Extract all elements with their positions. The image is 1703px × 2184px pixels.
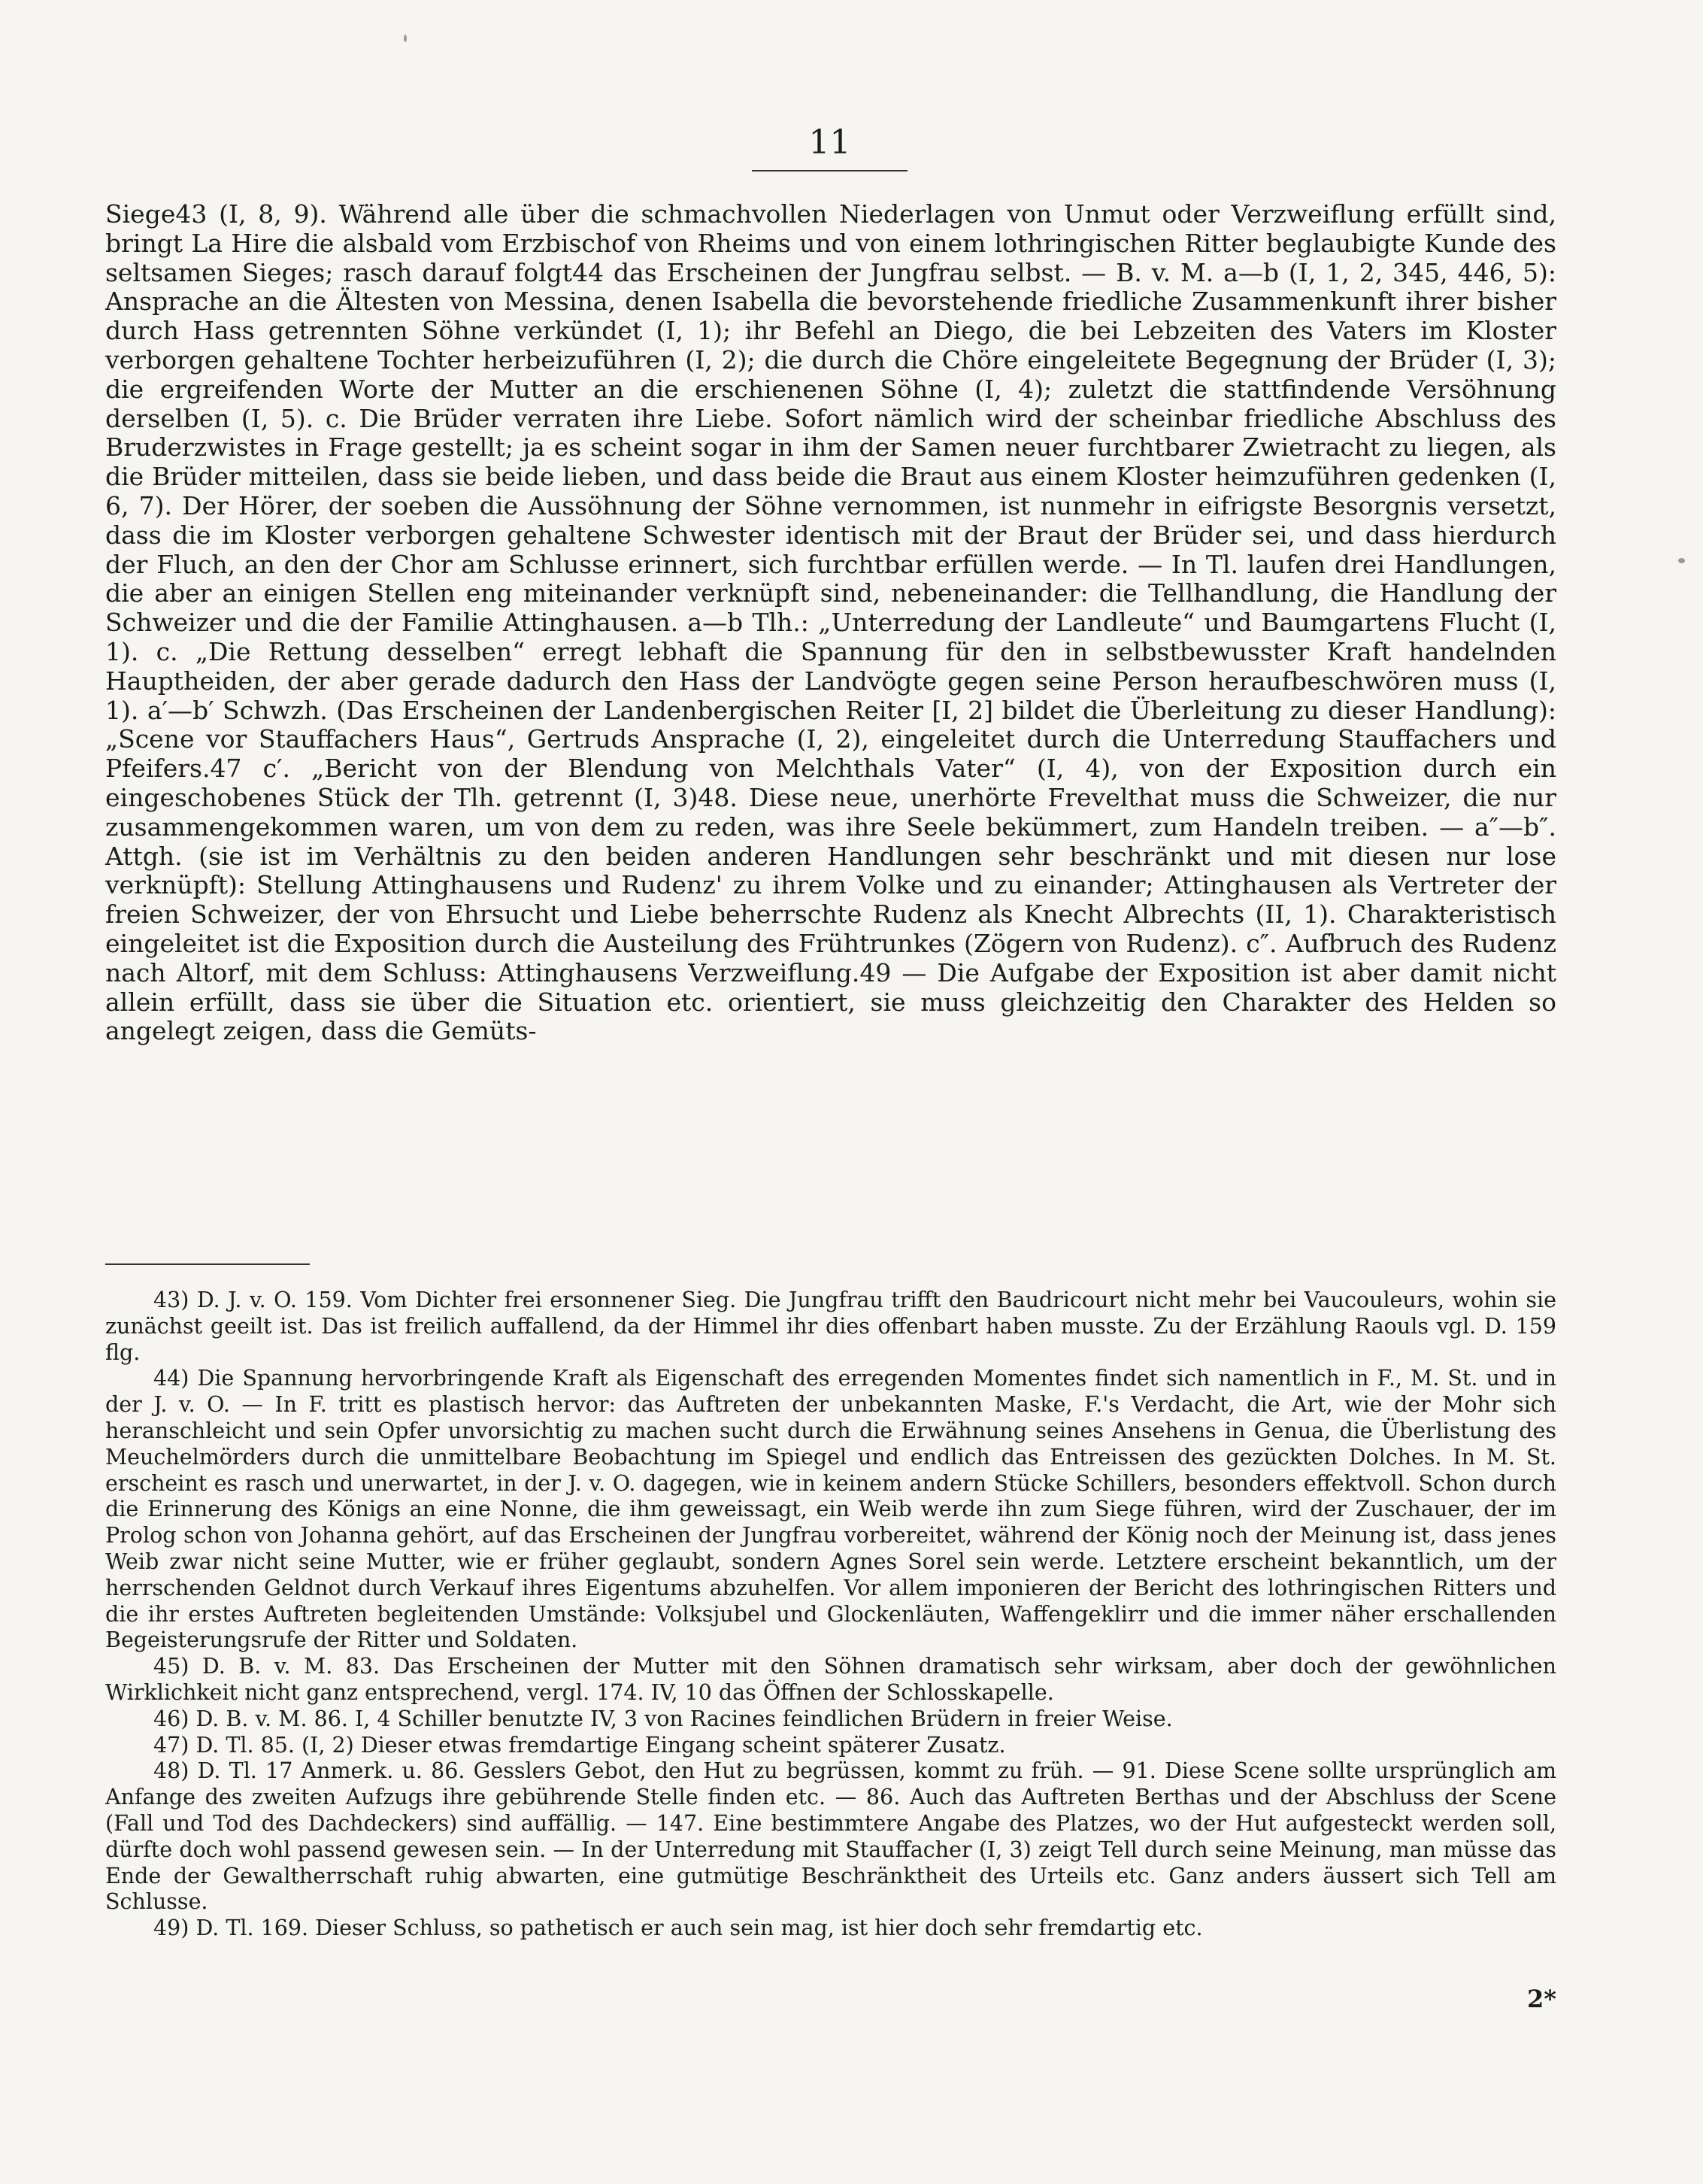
footnote-46: 46) D. B. v. M. 86. I, 4 Schiller benutzte IV, 3 von Racines feindlichen Brüdern in freier Weise. [153, 1706, 1173, 1731]
page-number-rule [752, 170, 908, 171]
footnote-44: 44) Die Spannung hervorbringende Kraft als Eigenschaft des erregenden Momentes findet sich namentlich in F., M. St. und in der J. v. O. — In F. tritt es plastisch hervor: das Auftreten der unbekannten Maske, F.'s Verdacht, die Art, wie der Mohr sich heranschleicht und sein Opfer unvorsichtig zu machen sucht durch die Erwähnung seines Ansehens in Genua, die Überlistung des Meuchelmörders durch die unmittelbare Beobachtung im Spiegel und endlich das Entreissen des gezückten Dolches. In M. St. erscheint es rasch und unerwartet, in der J. v. O. dagegen, wie in keinem andern Stücke Schillers, besonders effektvoll. Schon durch die Erinnerung des Königs an eine Nonne, die ihm geweissagt, ein Weib werde ihn zum Siege führen, wird der Zuschauer, der im Prolog schon von Johanna gehört, auf das Erscheinen der Jungfrau vorbereitet, während der König noch der Meinung ist, dass jenes Weib zwar nicht seine Mutter, wie er früher geglaubt, sondern Agnes Sorel sein werde. Letztere erscheint bekanntlich, um der herrschenden Geldnot durch Verkauf ihres Eigentums abzuhelfen. Vor allem imponieren der Bericht des lothringischen Ritters und die ihr erstes Auftreten begleitenden Umstände: Volksjubel und Glockenläuten, Waffengeklirr und die immer näher erschallenden Begeisterungsrufe der Ritter und Soldaten. [105, 1366, 1556, 1653]
footnote-45: 45) D. B. v. M. 83. Das Erscheinen der Mutter mit den Söhnen dramatisch sehr wirksam, aber doch der gewöhnlichen Wirklichkeit nicht ganz entsprechend, vergl. 174. IV, 10 das Öffnen der Schlosskapelle. [105, 1654, 1556, 1705]
paper-speck [404, 35, 407, 42]
main-paragraph: Siege43 (I, 8, 9). Während alle über die schmachvollen Niederlagen von Unmut oder Verzweiflung erfüllt sind, bringt La Hire die alsbald vom Erzbischof von Rheims und von einem lothringischen Ritter beglaubigte Kunde des seltsamen Sieges; rasch darauf folgt44 das Erscheinen der Jungfrau selbst. — B. v. M. a—b (I, 1, 2, 345, 446, 5): Ansprache an die Ältesten von Messina, denen Isabella die bevorstehende friedliche Zusammenkunft ihrer bisher durch Hass getrennten Söhne verkündet (I, 1); ihr Befehl an Diego, die bei Lebzeiten des Vaters im Kloster verborgen gehaltene Tochter herbeizuführen (I, 2); die durch die Chöre eingeleitete Begegnung der Brüder (I, 3); die ergreifenden Worte der Mutter an die erschienenen Söhne (I, 4); zuletzt die stattfindende Versöhnung derselben (I, 5). c. Die Brüder verraten ihre Liebe. Sofort nämlich wird der scheinbar friedliche Abschluss des Bruderzwistes in Frage gestellt; ja es scheint sogar in ihm der Samen neuer furchtbarer Zwietracht zu liegen, als die Brüder mitteilen, dass sie beide lieben, und dass beide die Braut aus einem Kloster heimzuführen gedenken (I, 6, 7). Der Hörer, der soeben die Aussöhnung der Söhne vernommen, ist nunmehr in eifrigste Besorgnis versetzt, dass die im Kloster verborgen gehaltene Schwester identisch mit der Braut der Brüder sei, und dass hierdurch der Fluch, an den der Chor am Schlusse erinnert, sich furchtbar erfüllen werde. — In Tl. laufen drei Handlungen, die aber an einigen Stellen eng miteinander verknüpft sind, nebeneinander: die Tellhandlung, die Handlung der Schweizer und die der Familie Attinghausen. a—b Tlh.: „Unterredung der Landleute“ und Baumgartens Flucht (I, 1). c. „Die Rettung desselben“ erregt lebhaft die Spannung für den in selbstbewusster Kraft handelnden Hauptheiden, der aber gerade dadurch den Hass der Landvögte gegen seine Person heraufbeschwören muss (I, 1). a′—b′ Schwzh. (Das Erscheinen der Landenbergischen Reiter [I, 2] bildet die Überleitung zu dieser Handlung): „Scene vor Stauffachers Haus“, Gertruds Ansprache (I, 2), eingeleitet durch die Unterredung Stauffachers und Pfeifers.47 c′. „Bericht von der Blendung von Melchthals Vater“ (I, 4), von der Exposition durch ein eingeschobenes Stück der Tlh. getrennt (I, 3)48. Diese neue, unerhörte Frevelthat muss die Schweizer, die nur zusammengekommen waren, um von dem zu reden, was ihre Seele bekümmert, zum Handeln treiben. — a″—b″. Attgh. (sie ist im Verhältnis zu den beiden anderen Handlungen sehr beschränkt und mit diesen nur lose verknüpft): Stellung Attinghausens und Rudenz' zu ihrem Volke und zu einander; Attinghausen als Vertreter der freien Schweizer, der von Ehrsucht und Liebe beherrschte Rudenz als Knecht Albrechts (II, 1). Charakteristisch eingeleitet ist die Exposition durch die Austeilung des Frühtrunkes (Zögern von Rudenz). c″. Aufbruch des Rudenz nach Altorf, mit dem Schluss: Attinghausens Verzweiflung.49 — Die Aufgabe der Exposition ist aber damit nicht allein erfüllt, dass sie über die Situation etc. orientiert, sie muss gleichzeitig den Charakter des Helden so angelegt zeigen, dass die Gemüts- [105, 199, 1556, 1046]
paper-speck [1678, 558, 1685, 563]
main-text [105, 200, 1556, 1046]
signature-mark: 2* [1527, 1985, 1556, 2013]
footnote-48: 48) D. Tl. 17 Anmerk. u. 86. Gesslers Gebot, den Hut zu begrüssen, kommt zu früh. — 91. Diese Scene sollte ursprünglich am Anfange des zweiten Aufzugs ihre gebührende Stelle finden etc. — 86. Auch das Auftreten Berthas und der Abschluss der Scene (Fall und Tod des Dachdeckers) sind auffällig. — 147. Eine bestimmtere Angabe des Platzes, wo der Hut aufgesteckt werden soll, dürfte doch wohl passend gewesen sein. — In der Unterredung mit Stauffacher (I, 3) zeigt Tell durch seine Meinung, man müsse das Ende der Gewaltherrschaft ruhig abwarten, eine gutmütige Beschränktheit des Urteils etc. Ganz anders äussert sich Tell am Schlusse. [105, 1758, 1556, 1915]
footnote-separator [105, 1263, 310, 1265]
footnote-49: 49) D. Tl. 169. Dieser Schluss, so pathetisch er auch sein mag, ist hier doch sehr fremdartig etc. [153, 1916, 1203, 1941]
footnote-43: 43) D. J. v. O. 159. Vom Dichter frei ersonnener Sieg. Die Jungfrau trifft den Baudricourt nicht mehr bei Vaucouleurs, wohin sie zunächst geeilt ist. Das ist freilich auffallend, da der Himmel ihr dies offenbart haben musste. Zu der Erzählung Raouls vgl. D. 159 flg. [105, 1288, 1556, 1365]
page-number: 11 [808, 123, 851, 162]
footnotes [105, 1288, 1556, 1942]
footnote-47: 47) D. Tl. 85. (I, 2) Dieser etwas fremdartige Eingang scheint späterer Zusatz. [153, 1732, 1006, 1758]
